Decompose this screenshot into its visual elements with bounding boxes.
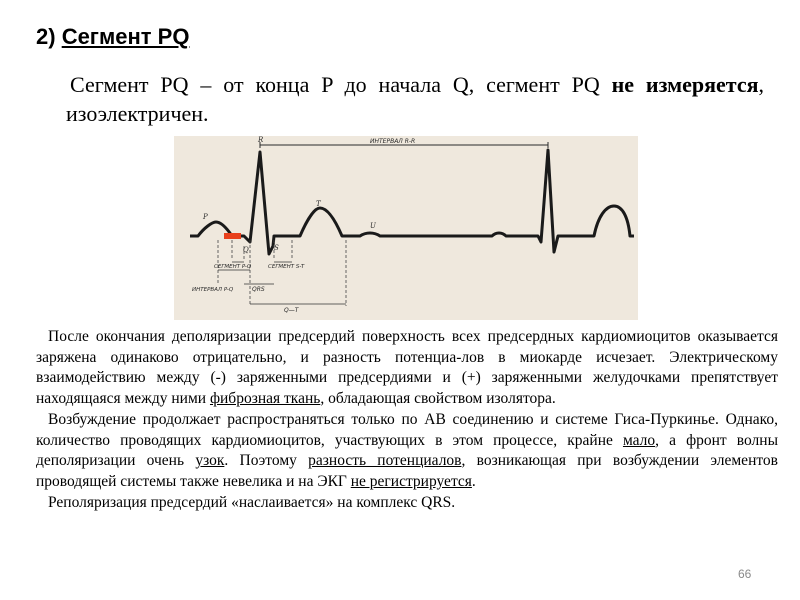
lead-definition (66, 70, 764, 128)
lead-bold: не измеряется (611, 72, 759, 97)
paragraph-3 (36, 493, 778, 514)
ecg-trace (190, 150, 634, 254)
p1-text-2: , обладающая свойством изолятора. (320, 390, 556, 408)
p2-underline-3: разность потенциалов (308, 452, 462, 470)
lead-part1: Сегмент PQ – от конца P до начала Q, сегмент PQ (70, 72, 612, 97)
label-segment-pq: СЕГМЕНТ P-Q (214, 264, 252, 270)
p3-text-1: Реполяризация предсердий «наслаивается» на комплекс QRS. (48, 493, 456, 511)
p2-text-5: . (471, 472, 476, 490)
p2-text-2: , а фронт волны деполяризации очень (36, 431, 778, 470)
paragraph-1 (36, 327, 778, 410)
p2-text-4: , возникающая при возбуждении элементов проводящей системы также невелика и на ЭКГ (36, 452, 778, 490)
label-r: R (258, 136, 264, 144)
section-heading (36, 24, 189, 50)
paragraph-2 (36, 410, 778, 493)
label-u: U (370, 222, 376, 230)
lead-part2: , изоэлектричен. (66, 72, 764, 126)
heading-number: 2) (36, 24, 62, 49)
p2-underline-4: не регистрируется (350, 472, 472, 490)
ecg-figure (174, 136, 638, 320)
heading-title: Сегмент PQ (61, 24, 190, 49)
p2-text-1: Возбуждение продолжает распространяться только по АВ соединению и системе Гиса-Пуркинье. Однако, количество проводящих кардиомиоцитов, участвующих в этом процессе, крайне (36, 410, 778, 449)
page-number: 66 (738, 567, 752, 581)
label-interval-rr: ИНТЕРВАЛ R-R (370, 138, 416, 145)
p2-text-3: . Поэтому (224, 452, 309, 470)
label-t: T (316, 200, 321, 208)
label-segment-st: СЕГМЕНТ S-T (268, 264, 305, 270)
label-p: P (203, 213, 208, 221)
label-interval-pq: ИНТЕРВАЛ P-Q (192, 287, 234, 293)
pq-segment-highlight (224, 233, 241, 239)
guide-lines (218, 240, 346, 306)
p1-underline-1: фиброзная ткань (209, 390, 321, 408)
body-text (36, 327, 778, 513)
p2-underline-2: узок (195, 452, 225, 470)
label-s: S (274, 244, 279, 252)
label-qrs: QRS (252, 286, 265, 293)
label-q: Q (243, 246, 249, 254)
p1-text-1: После окончания деполяризации предсердий поверхность всех предсердных кардиомиоцитов оказывается заряжена одинаково отрицательно, и разность потенциа-лов в миокарде исчезает. Электрическому взаимодействию между (-) заряженными предсердиями и (+) заряженными желудочками препятствует находящаяся между ними (36, 328, 778, 408)
label-qt: Q—T (284, 307, 299, 314)
ecg-diagram (174, 136, 638, 320)
p2-underline-1: мало (622, 431, 656, 449)
